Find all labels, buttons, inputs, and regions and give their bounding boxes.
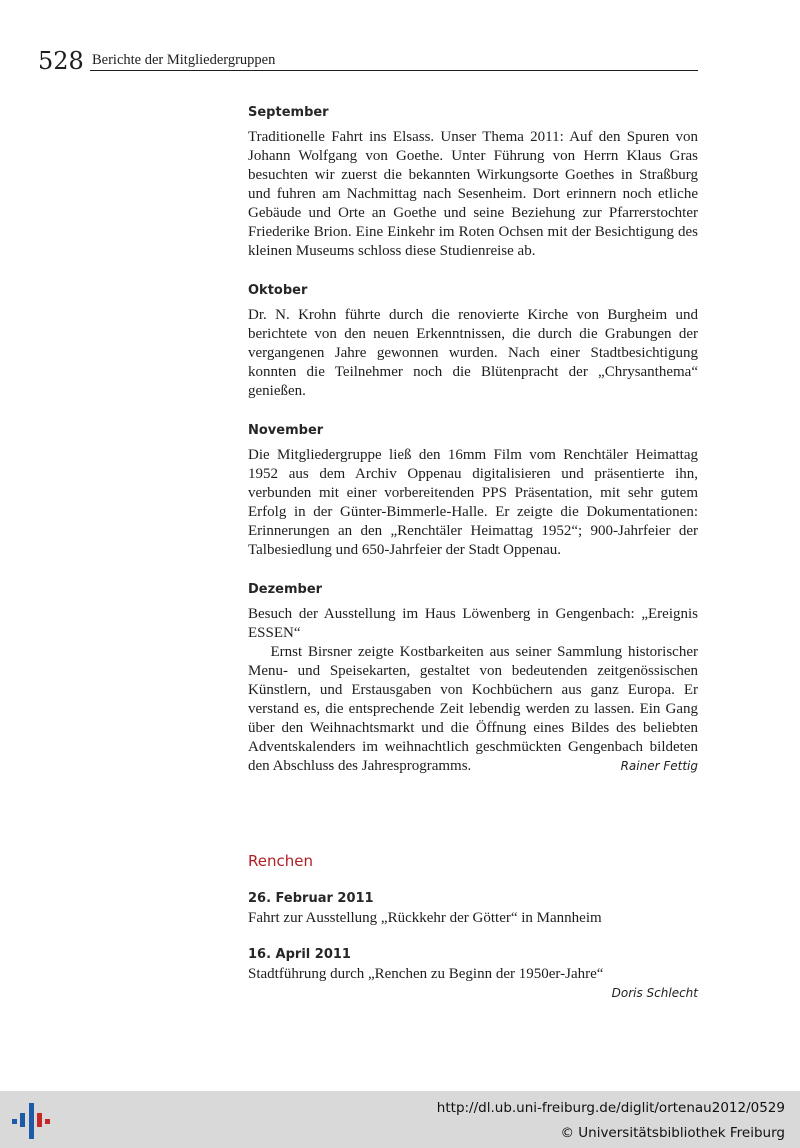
page-number: 528 xyxy=(38,47,84,75)
section-text-dezember-intro: Besuch der Ausstellung im Haus Löwenberg in Gengenbach: „Ereignis ESSEN“ xyxy=(248,606,698,641)
event-text: Fahrt zur Ausstellung „Rückkehr der Götter“ in Mannheim xyxy=(248,910,602,926)
footer-bar xyxy=(0,1091,800,1148)
section-text-november: Die Mitgliedergruppe ließ den 16mm Film vom Renchtäler Heimattag 1952 aus dem Archiv Oppenau digitalisieren und präsentierte ihn, verbunden mit einer vorbereitenden PPS Präsentation, mit sehr gutem Erfolg in der Günter-Bimmerle-Halle. Er zeigte die Dokumentationen: Erinnerungen an den „Renchtäler Heimattag 1952“; 900-Jahrfeier der Talbesiedlung und 650-Jahrfeier der Stadt Oppenau. xyxy=(248,447,698,558)
ub-freiburg-logo-icon xyxy=(10,1099,52,1141)
event-date: 16. April 2011 xyxy=(248,947,351,962)
copyright-notice: © Universitätsbibliothek Freiburg xyxy=(560,1125,785,1141)
author-signature: Rainer Fettig xyxy=(620,759,698,773)
chapter-title-renchen: Renchen xyxy=(248,852,313,870)
section-heading-oktober: Oktober xyxy=(248,283,308,298)
section-text-september: Traditionelle Fahrt ins Elsass. Unser Thema 2011: Auf den Spuren von Johann Wolfgang von Goethe. Unter Führung von Herrn Klaus Gras besuchten wir zuerst die bekannten Wirkungsorte Goethes in Straßburg und fuhren am Nachmittag nach Sesenheim. Dort erinnern noch etliche Gebäude und Orte an Goethe und seine Beziehung zur Pfarrerstochter Friederike Brion. Eine Einkehr im Roten Ochsen mit der Besichtigung des kleinen Museums schloss diese Studienreise ab. xyxy=(248,129,698,259)
author-signature: Doris Schlecht xyxy=(611,986,698,1000)
event-text: Stadtführung durch „Renchen zu Beginn der 1950er-Jahre“ xyxy=(248,966,604,982)
event-date: 26. Februar 2011 xyxy=(248,891,374,906)
running-head: Berichte der Mitgliedergruppen xyxy=(92,52,276,68)
section-text-dezember-body: Ernst Birsner zeigte Kostbarkeiten aus seiner Sammlung historischer Menu- und Speisekarten, gestaltet von bedeutenden zeitgenössischen Künstlern, und Erstausgaben von Kochbüchern aus ganz Europa. Er verstand es, die entsprechende Zeit lebendig werden zu lassen. Ein Gang über den Weihnachtsmarkt und die Öffnung eines Bildes des beliebten Adventskalenders im weihnachtlich geschmückten Gengenbach bildeten den Abschluss des Jahresprogramms. xyxy=(248,644,698,774)
section-text-oktober: Dr. N. Krohn führte durch die renovierte Kirche von Burgheim und berichtete von den neuen Erkenntnissen, die durch die Grabungen der vergangenen Jahre gewonnen wurden. Nach einer Stadtbesichtigung konnten die Teilnehmer noch die Blütenpracht der „Chrysanthema“ genießen. xyxy=(248,307,698,399)
header-rule xyxy=(90,70,698,71)
section-heading-november: November xyxy=(248,423,324,438)
source-url-link[interactable]: http://dl.ub.uni-freiburg.de/diglit/ortenau2012/0529 xyxy=(436,1100,785,1116)
section-heading-dezember: Dezember xyxy=(248,582,323,597)
section-heading-september: September xyxy=(248,105,329,120)
